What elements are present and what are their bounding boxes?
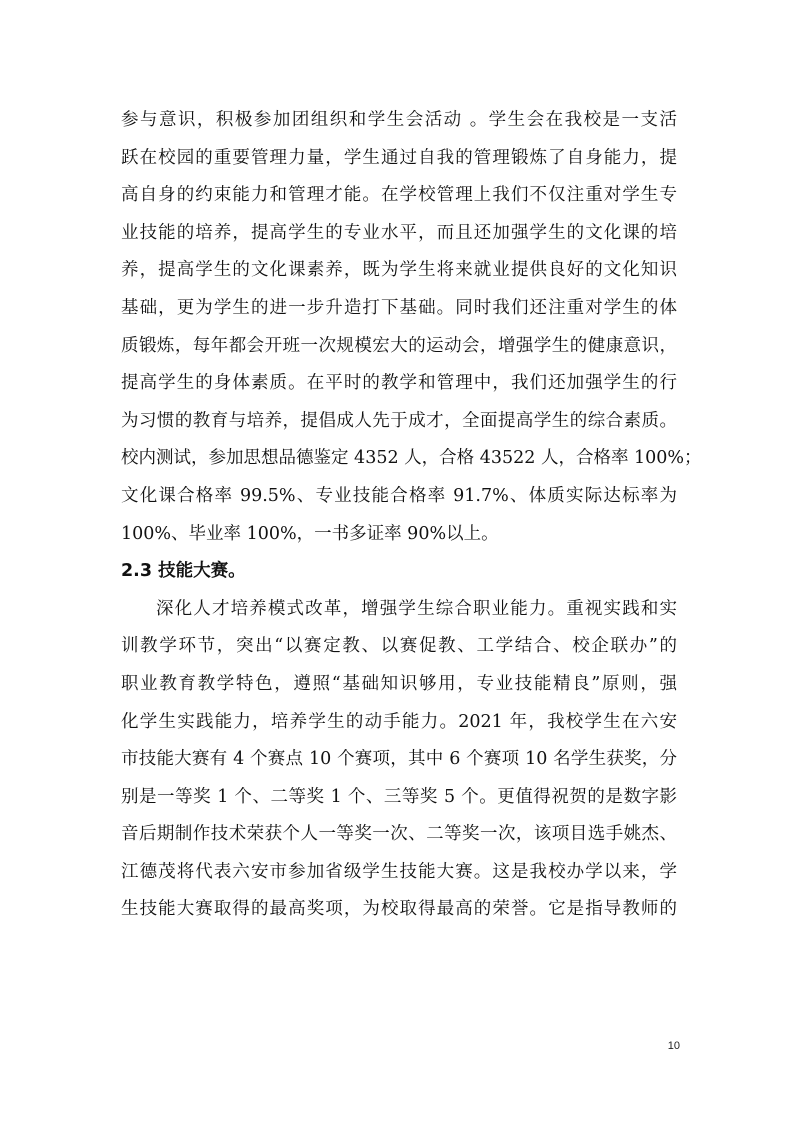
text-line: 音后期制作技术荣获个人一等奖一次、二等奖一次，该项目选手姚杰、	[121, 824, 677, 845]
page-number: 10	[667, 1040, 680, 1052]
text-line: 化学生实践能力，培养学生的动手能力。2021 年，我校学生在六安	[121, 711, 677, 732]
text-line: 市技能大赛有 4 个赛点 10 个赛项，其中 6 个赛项 10 名学生获奖，分	[121, 749, 677, 770]
text-line: 训教学环节，突出“以赛定教、以赛促教、工学结合、校企联办”的	[121, 636, 677, 657]
text-line: 质锻炼，每年都会开班一次规模宏大的运动会，增强学生的健康意识，	[121, 335, 677, 356]
text-line: 100%、毕业率 100%，一书多证率 90%以上。	[121, 523, 499, 544]
text-line: 别是一等奖 1 个、二等奖 1 个、三等奖 5 个。更值得祝贺的是数字影	[121, 786, 677, 807]
text-line: 高自身的约束能力和管理才能。在学校管理上我们不仅注重对学生专	[121, 185, 677, 206]
text-line: 养，提高学生的文化课素养，既为学生将来就业提供良好的文化知识	[121, 260, 677, 281]
text-line: 江德茂将代表六安市参加省级学生技能大赛。这是我校办学以来，学	[121, 861, 677, 882]
text-line: 参与意识，积极参加团组织和学生会活动 。学生会在我校是一支活	[121, 110, 677, 130]
section-heading: 2.3 技能大赛。	[121, 561, 246, 582]
paragraph-student-management	[121, 102, 702, 553]
text-line: 业技能的培养，提高学生的专业水平，而且还加强学生的文化课的培	[121, 222, 677, 243]
text-line: 文化课合格率 99.5%、专业技能合格率 91.7%、体质实际达标率为	[121, 485, 677, 506]
paragraph-skills-competition	[121, 591, 677, 929]
page-body	[121, 102, 702, 929]
text-line: 深化人才培养模式改革，增强学生综合职业能力。重视实践和实	[156, 598, 677, 619]
text-line: 基础，更为学生的进一步升造打下基础。同时我们还注重对学生的体	[121, 297, 677, 318]
text-line: 跃在校园的重要管理力量，学生通过自我的管理锻炼了自身能力，提	[121, 147, 677, 168]
text-line: 职业教育教学特色，遵照“基础知识够用，专业技能精良”原则，强	[121, 673, 677, 694]
text-line: 提高学生的身体素质。在平时的教学和管理中，我们还加强学生的行	[121, 373, 677, 394]
text-line: 为习惯的教育与培养，提倡成人先于成才，全面提高学生的综合素质。	[121, 410, 677, 431]
text-line: 校内测试，参加思想品德鉴定 4352 人，合格 43522 人，合格率 100%；	[121, 448, 702, 469]
text-line: 生技能大赛取得的最高奖项，为校取得最高的荣誉。它是指导教师的	[121, 899, 677, 920]
